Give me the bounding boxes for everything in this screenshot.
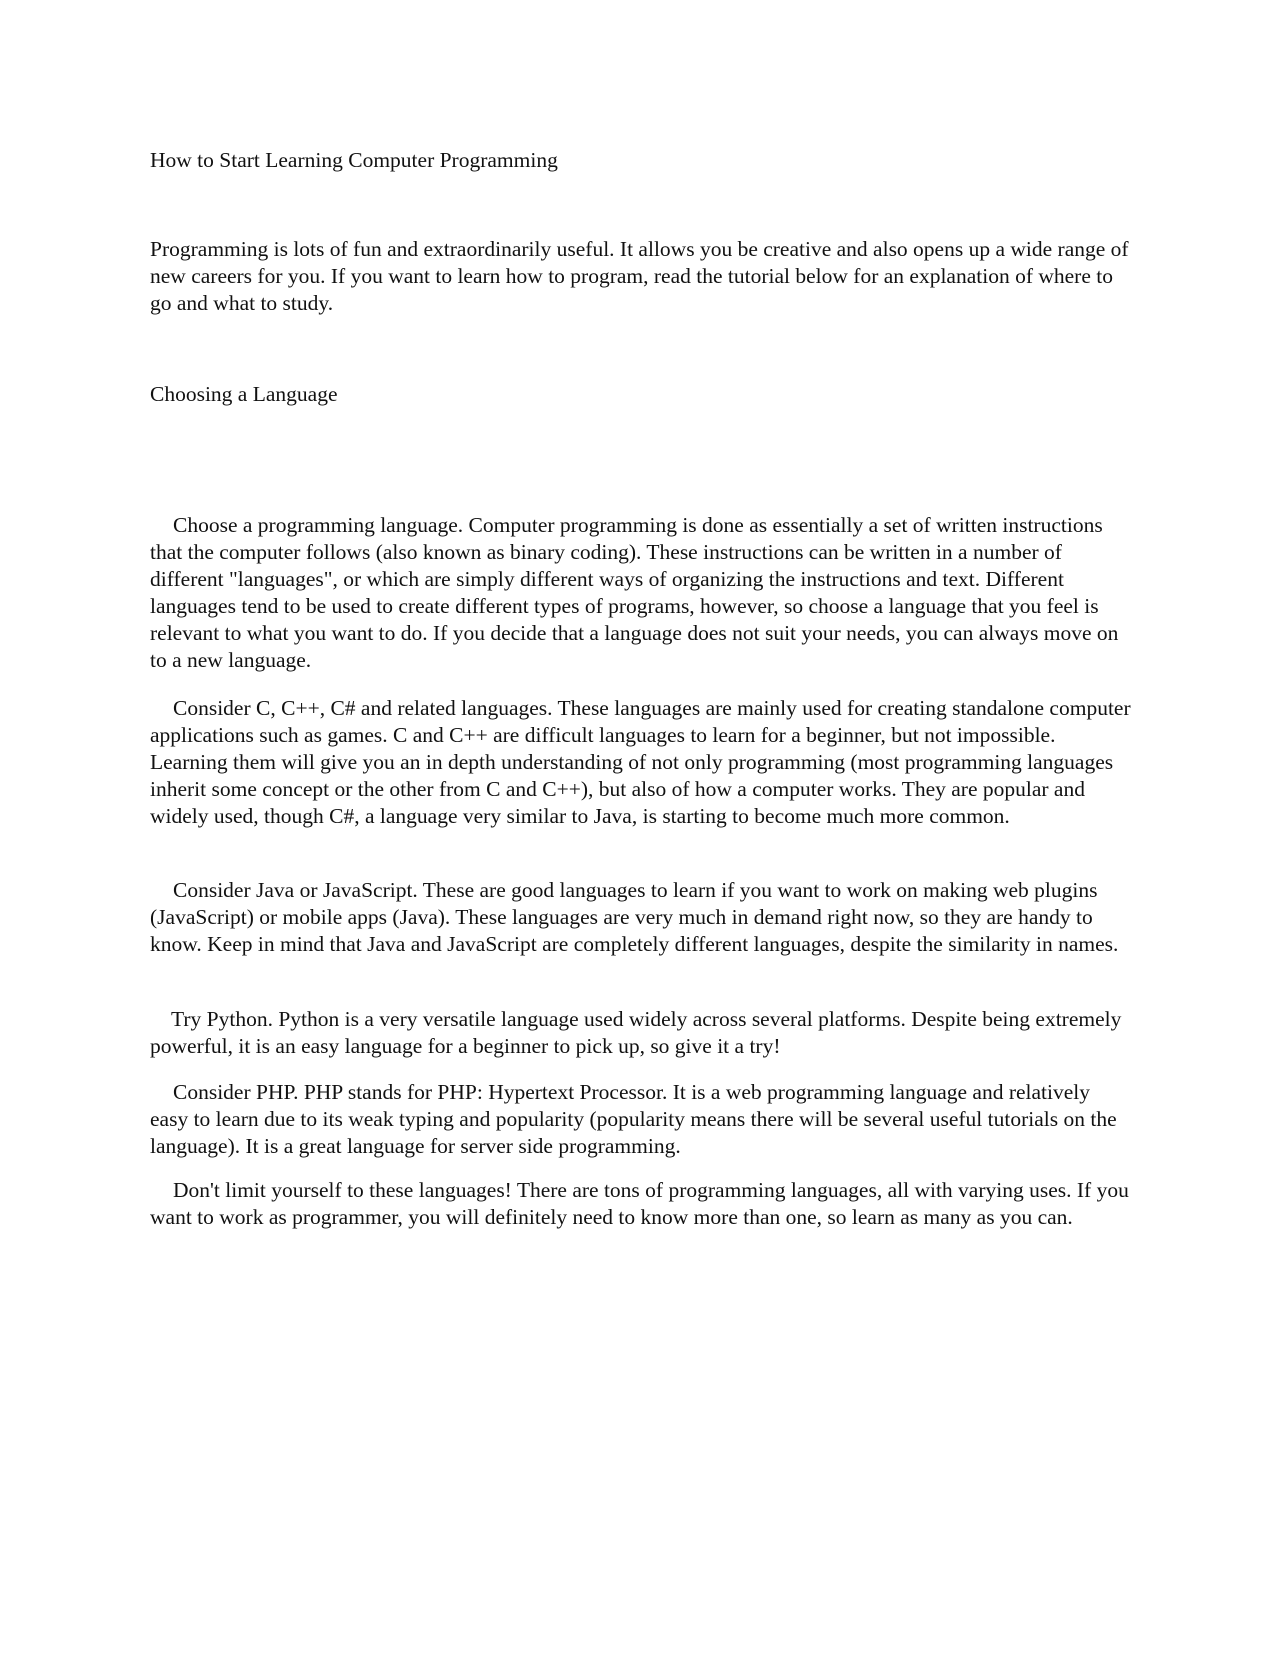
paragraph-c-languages: Consider C, C++, C# and related languages. These languages are mainly used for creating standalone computer applications such as games. C and C++ are difficult languages to learn for a beginner, but not impossible. Learning them will give you an in depth understanding of not only programming (most programming languages inherit some concept or the other from C and C++), but also of how a computer works. They are popular and widely used, though C#, a language very similar to Java, is starting to become much more common. xyxy=(150,696,1131,828)
paragraph-python: Try Python. Python is a very versatile language used widely across several platforms. Despite being extremely powerful, it is an easy language for a beginner to pick up, so give it a try! xyxy=(150,1007,1122,1058)
paragraph-java-javascript: Consider Java or JavaScript. These are good languages to learn if you want to work on making web plugins (JavaScript) or mobile apps (Java). These languages are very much in demand right now, so they are handy to know. Keep in mind that Java and JavaScript are completely different languages, despite the similarity in names. xyxy=(150,878,1119,956)
section-heading: Choosing a Language xyxy=(150,382,338,406)
paragraph-php: Consider PHP. PHP stands for PHP: Hypertext Processor. It is a web programming language and relatively easy to learn due to its weak typing and popularity (popularity means there will be several useful tutorials on the language). It is a great language for server side programming. xyxy=(150,1080,1117,1158)
paragraph-choose-language: Choose a programming language. Computer programming is done as essentially a set of written instructions that the computer follows (also known as binary coding). These instructions can be written in a number of different "languages", or which are simply different ways of organizing the instructions and text. Different languages tend to be used to create different types of programs, however, so choose a language that you feel is relevant to what you want to do. If you decide that a language does not suit your needs, you can always move on to a new language. xyxy=(150,513,1119,672)
paragraph-dont-limit: Don't limit yourself to these languages! There are tons of programming languages, all with varying uses. If you want to work as programmer, you will definitely need to know more than one, so learn as many as you can. xyxy=(150,1178,1129,1229)
document-title: How to Start Learning Computer Programming xyxy=(150,148,558,172)
intro-paragraph: Programming is lots of fun and extraordinarily useful. It allows you be creative and also opens up a wide range of new careers for you. If you want to learn how to program, read the tutorial below for an explanation of where to go and what to study. xyxy=(150,237,1129,315)
